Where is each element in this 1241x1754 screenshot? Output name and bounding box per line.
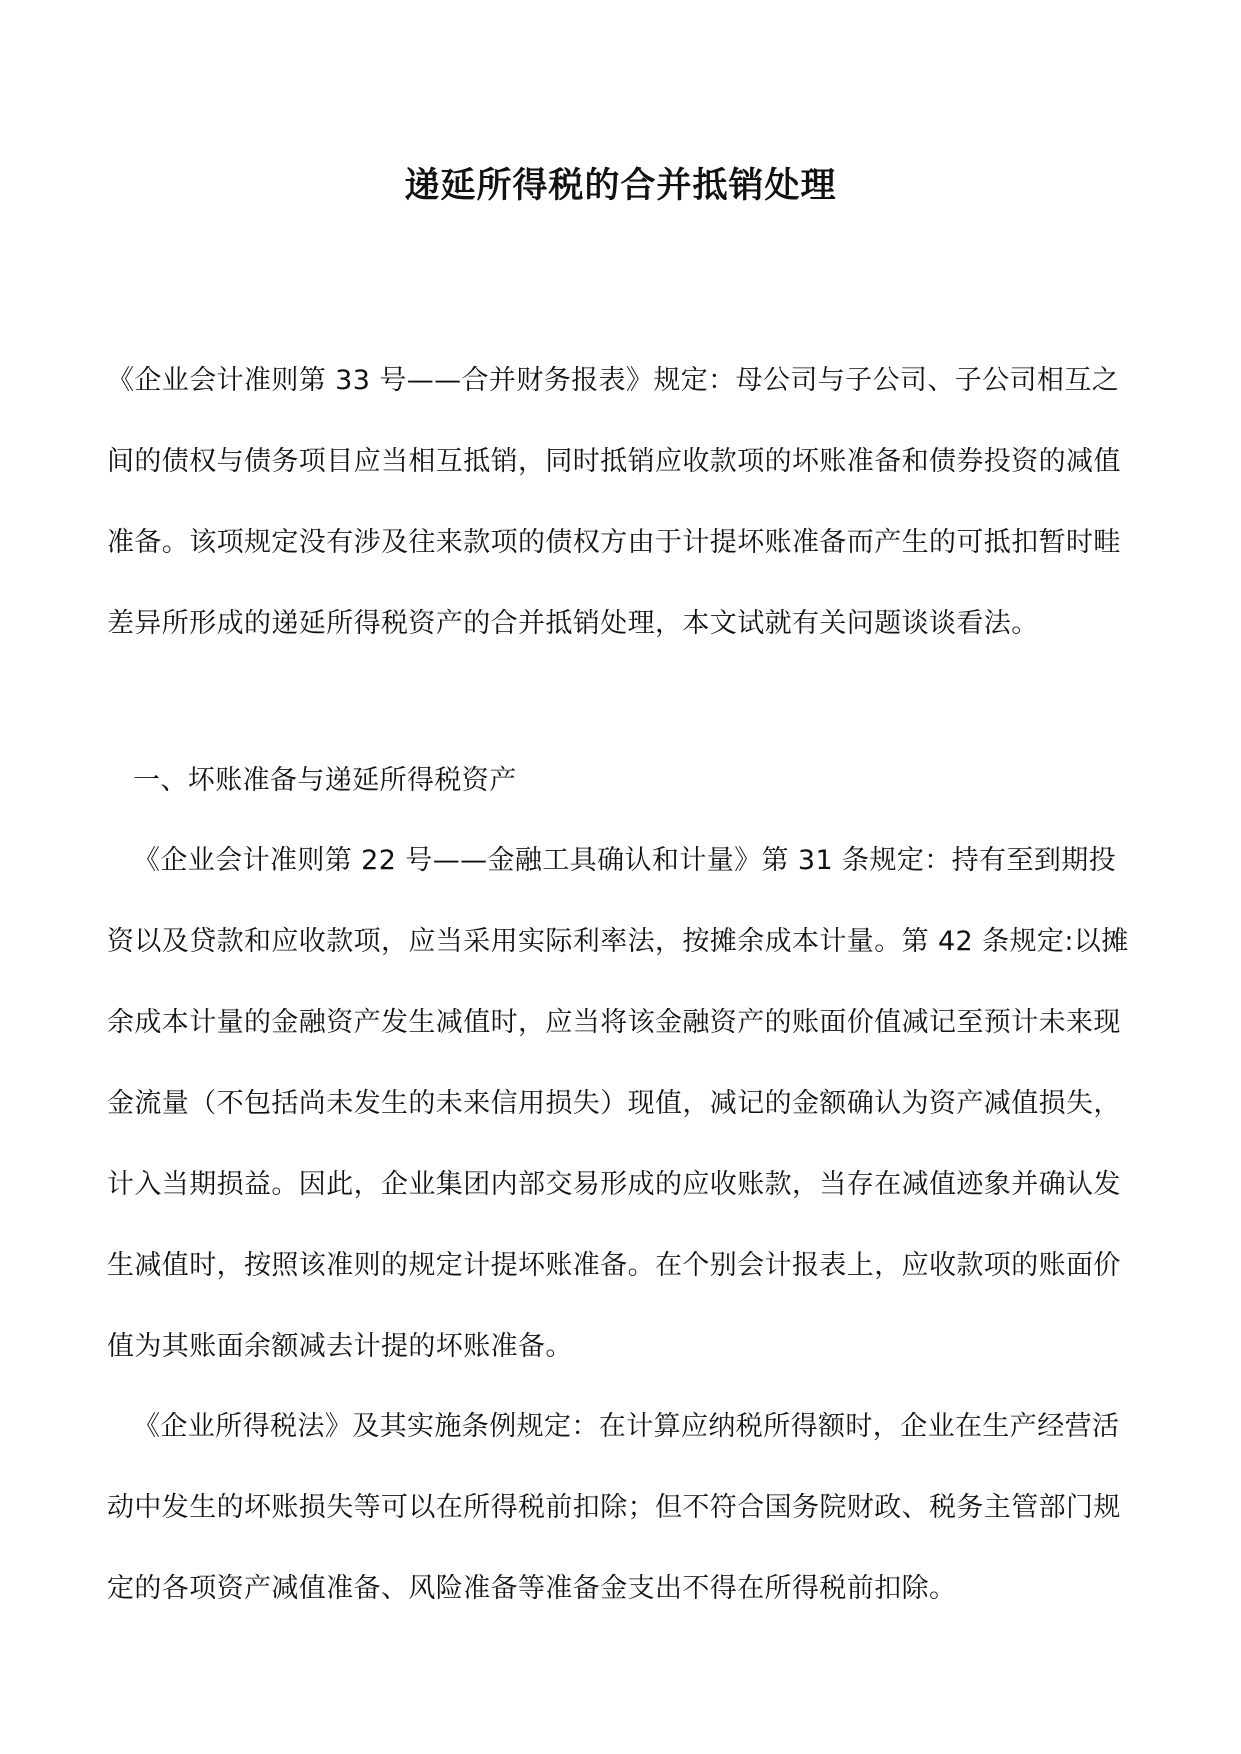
paragraph-financial-instruments: 《企业会计准则第 22 号——金融工具确认和计量》第 31 条规定：持有至到期投资以及贷款和应收款项，应当采用实际利率法，按摊余成本计量。第 42 条规定:以摊余成本计量的金融资产发生减值时，应当将该金融资产的账面价值减记至预计未来现金流量（不包括尚未发生的未来信用损失）现值，减记的金额确认为资产减值损失，计入当期损益。因此，企业集团内部交易形成的应收账款，当存在减值迹象并确认发生减值时，按照该准则的规定计提坏账准备。在个别会计报表上，应收款项的账面价值为其账面余额减去计提的坏账准备。: [107, 845, 1129, 1362]
section-heading: 一、坏账准备与递延所得税资产: [133, 765, 517, 796]
document-title: 递延所得税的合并抵销处理: [404, 166, 837, 206]
paragraph-intro: 《企业会计准则第 33 号——合并财务报表》规定：母公司与子公司、子公司相互之间的债权与债务项目应当相互抵销，同时抵销应收款项的坏账准备和债券投资的减值准备。该项规定没有涉及往来款项的债权方由于计提坏账准备而产生的可抵扣暂时畦差异所形成的递延所得税资产的合并抵销处理，本文试就有关问题谈谈看法。: [107, 365, 1121, 639]
paragraph-income-tax-law: 《企业所得税法》及其实施条例规定：在计算应纳税所得额时，企业在生产经营活动中发生的坏账损失等可以在所得税前扣除；但不符合国务院财政、税务主管部门规定的各项资产减值准备、风险准备等准备金支出不得在所得税前扣除。: [107, 1411, 1121, 1604]
